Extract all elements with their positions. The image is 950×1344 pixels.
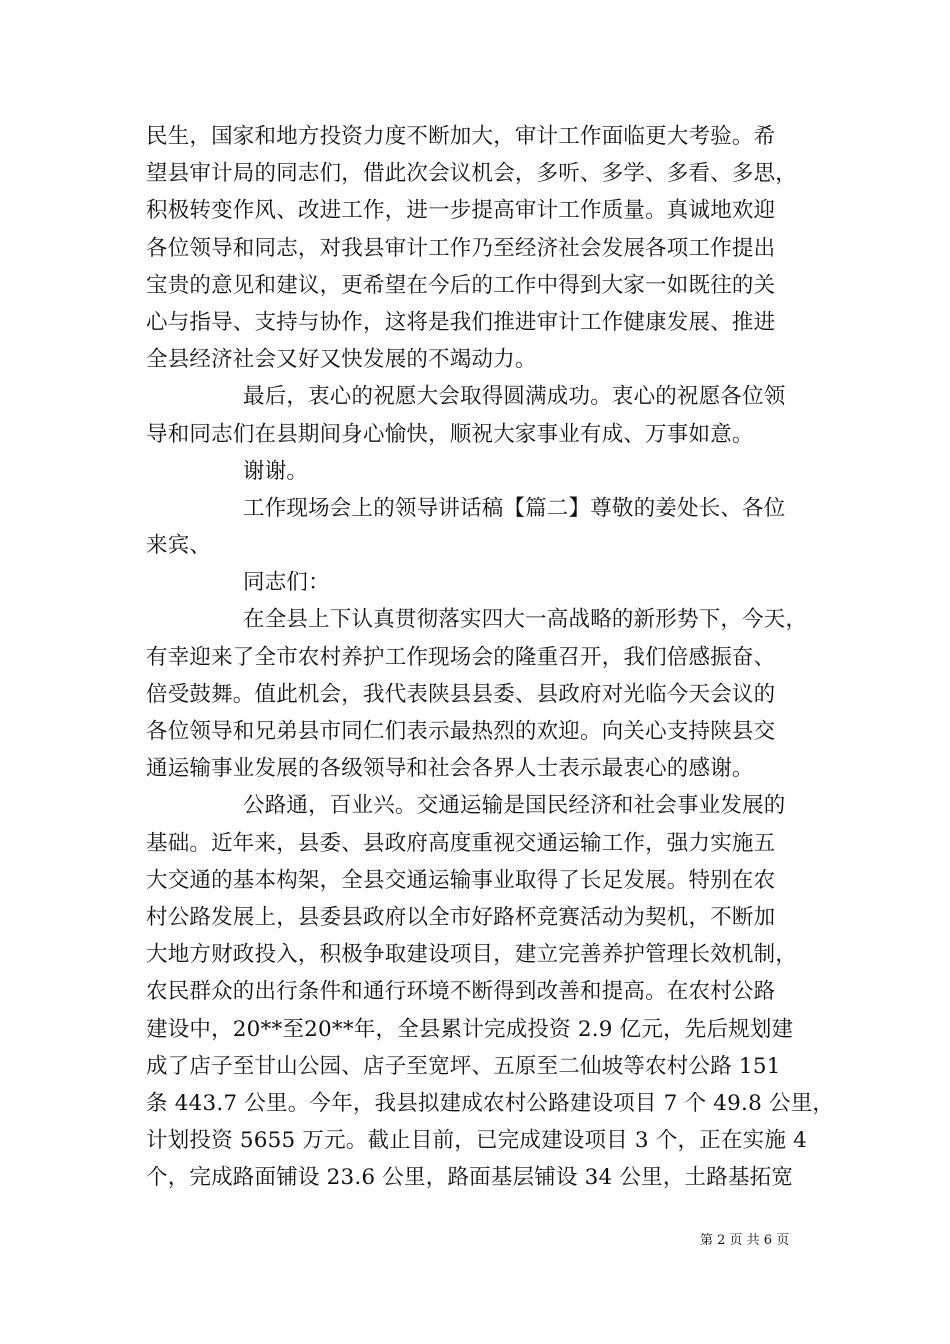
document-body (146, 118, 835, 1196)
text-line: 建设中，20**至20**年，全县累计完成投资 2.9 亿元，先后规划建 (146, 1016, 794, 1042)
text-line: 个，完成路面铺设 23.6 公里，路面基层铺设 34 公里，土路基拓宽 (146, 1165, 794, 1191)
text-line: 各位领导和同志，对我县审计工作乃至经济社会发展各项工作提出 (146, 235, 776, 261)
text-line: 有幸迎来了全市农村养护工作现场会的隆重召开，我们倍感振奋、 (146, 644, 776, 670)
text-line: 公路通，百业兴。交通运输是国民经济和社会事业发展的 (243, 793, 786, 819)
text-line: 谢谢。 (243, 458, 309, 484)
text-line: 条 443.7 公里。今年，我县拟建成农村公路建设项目 7 个 49.8 公里， (146, 1090, 835, 1116)
text-line: 基础。近年来，县委、县政府高度重视交通运输工作，强力实施五 (146, 830, 776, 856)
text-line: 各位领导和兄弟县市同仁们表示最热烈的欢迎。向关心支持陕县交 (146, 719, 776, 744)
text-line: 农民群众的出行条件和通行环境不断得到改善和提高。在农村公路 (146, 979, 776, 1005)
text-line: 望县审计局的同志们，借此次会议机会，多听、多学、多看、多思， (146, 161, 798, 187)
text-line: 全县经济社会又好又快发展的不竭动力。 (146, 347, 537, 373)
text-line: 倍受鼓舞。值此机会，我代表陕县县委、县政府对光临今天会议的 (146, 681, 776, 707)
text-line: 通运输事业发展的各级领导和社会各界人士表示最衷心的感谢。 (146, 756, 754, 782)
text-line: 积极转变作风、改进工作，进一步提高审计工作质量。真诚地欢迎 (146, 198, 776, 224)
text-line: 计划投资 5655 万元。截止目前，已完成建设项目 3 个，正在实施 4 (146, 1128, 807, 1154)
text-line: 大地方财政投入，积极争取建设项目，建立完善养护管理长效机制， (146, 942, 798, 968)
salutation-line: 同志们： (243, 570, 330, 596)
text-line: 大交通的基本构架，全县交通运输事业取得了长足发展。特别在农 (146, 867, 776, 893)
text-line: 在全县上下认真贯彻落实四大一高战略的新形势下，今天， (243, 607, 808, 633)
text-line: 来宾、 (146, 533, 212, 559)
text-line: 宝贵的意见和建议，更希望在今后的工作中得到大家一如既往的关 (146, 272, 776, 298)
text-line: 成了店子至甘山公园、店子至宽坪、五原至二仙坡等农村公路 151 (146, 1053, 781, 1079)
text-line: 村公路发展上，县委县政府以全市好路杯竞赛活动为契机，不断加 (146, 904, 776, 930)
text-line: 最后，衷心的祝愿大会取得圆满成功。衷心的祝愿各位领 (243, 384, 786, 410)
text-line: 导和同志们在县期间身心愉快，顺祝大家事业有成、万事如意。 (146, 421, 754, 447)
section-heading-line: 工作现场会上的领导讲话稿【篇二】尊敬的姜处长、各位 (243, 495, 786, 521)
text-line: 心与指导、支持与协作，这将是我们推进审计工作健康发展、推进 (146, 309, 776, 335)
text-line: 民生，国家和地方投资力度不断加大，审计工作面临更大考验。希 (146, 124, 776, 149)
page-number-footer: 第 2 页 共 6 页 (700, 1233, 790, 1248)
